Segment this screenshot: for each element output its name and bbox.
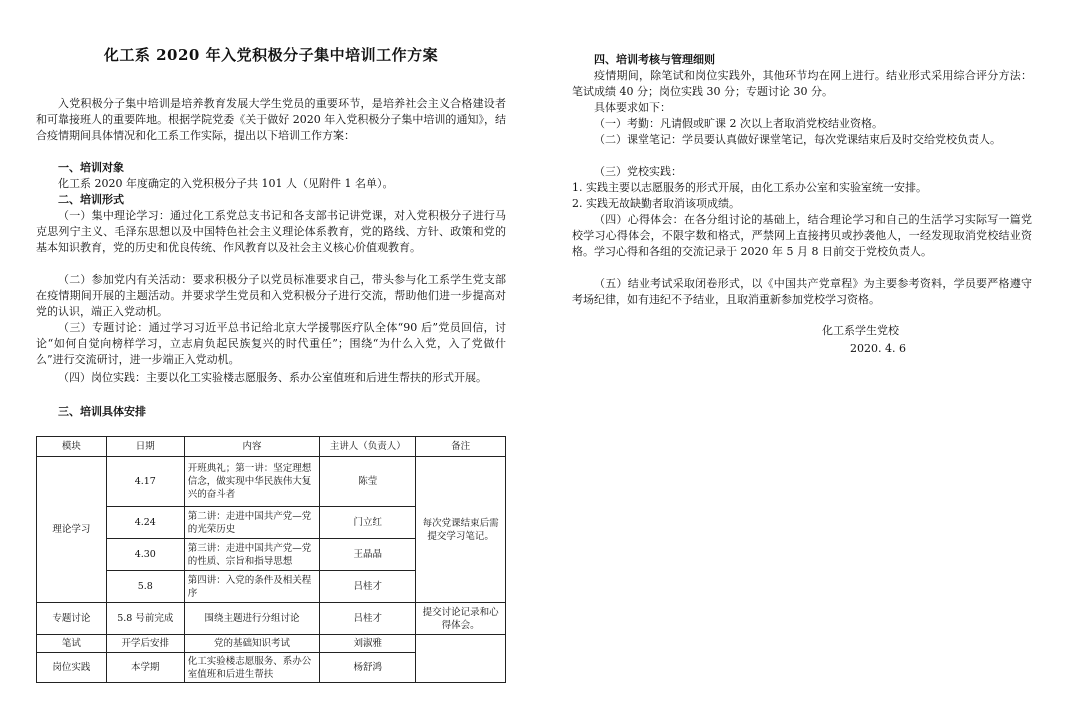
section-4-practice-2: 2. 实践无故缺勤者取消该项成绩。 — [572, 197, 740, 210]
section-4-practice-1: 1. 实践主要以志愿服务的形式开展，由化工系办公室和实验室统一安排。 — [572, 181, 927, 194]
module-cell: 专题讨论 — [37, 603, 107, 635]
content-cell: 第二讲：走进中国共产党—党的光荣历史 — [184, 507, 320, 539]
header-note: 备注 — [416, 437, 506, 457]
section-4-item-attendance: （一）考勤：凡请假或旷课 2 次以上者取消党校结业资格。 — [594, 117, 883, 130]
section-1-body: 化工系 2020 年度确定的入党积极分子共 101 人（见附件 1 名单）。 — [58, 177, 394, 190]
section-2-item-1: （一）集中理论学习：通过化工系党总支书记和各支部书记讲党课，对入党积极分子进行马克思列宁主义、毛泽东思想以及中国特色社会主义理论体系教育，党的路线、方针、政策和党的基本知识教育，党的历史和优良传统、作风教育以及社会主义核心价值观教育。 — [36, 209, 506, 254]
module-cell: 理论学习 — [37, 457, 107, 603]
content-cell: 围绕主题进行分组讨论 — [184, 603, 320, 635]
section-2-heading: 二、培训形式 — [58, 193, 124, 206]
document-title: 化工系 2020 年入党积极分子集中培训工作方案 — [103, 46, 439, 64]
header-date: 日期 — [106, 437, 184, 457]
section-4-requirements: 具体要求如下： — [594, 101, 671, 114]
content-cell: 开班典礼；第一讲：坚定理想信念，做实现中华民族伟大复兴的奋斗者 — [184, 457, 320, 507]
date-cell: 5.8 — [106, 571, 184, 603]
table-header-row — [37, 437, 506, 457]
speaker-cell: 刘淑雅 — [320, 635, 416, 653]
speaker-cell: 杨舒鸿 — [320, 653, 416, 683]
date-cell: 4.24 — [106, 507, 184, 539]
note-cell: 提交讨论记录和心得体会。 — [416, 603, 506, 635]
speaker-cell: 王晶晶 — [320, 539, 416, 571]
section-1-heading: 一、培训对象 — [58, 161, 124, 174]
section-3-heading: 三、培训具体安排 — [58, 405, 146, 418]
content-cell: 化工实验楼志愿服务、系办公室值班和后进生帮扶 — [184, 653, 320, 683]
header-content: 内容 — [184, 437, 320, 457]
module-cell: 岗位实践 — [37, 653, 107, 683]
table-row — [37, 635, 506, 653]
speaker-cell: 陈莹 — [320, 457, 416, 507]
section-4-item-notes: （二）课堂笔记：学员要认真做好课堂笔记，每次党课结束后及时交给党校负责人。 — [594, 133, 1001, 146]
section-4-item-practice: （三）党校实践： — [594, 165, 682, 178]
date-cell: 4.17 — [106, 457, 184, 507]
date-cell: 本学期 — [106, 653, 184, 683]
speaker-cell: 吕桂才 — [320, 571, 416, 603]
note-cell: 每次党课结束后需提交学习笔记。 — [416, 457, 506, 603]
table-row — [37, 457, 506, 507]
content-cell: 第三讲：走进中国共产党—党的性质、宗旨和指导思想 — [184, 539, 320, 571]
speaker-cell: 吕桂才 — [320, 603, 416, 635]
section-4-heading: 四、培训考核与管理细则 — [594, 53, 715, 66]
section-2-item-3: （三）专题讨论：通过学习习近平总书记给北京大学援鄂医疗队全体“90 后”党员回信，讨论“如何自觉向榜样学习，立志肩负起民族复兴的时代重任”；围绕“为什么入党，入了党做什么”进行交流研讨，进一步端正入党动机。 — [36, 321, 506, 366]
section-2-item-2: （二）参加党内有关活动：要求积极分子以党员标准要求自己，带头参与化工系学生党支部在疫情期间开展的主题活动。并要求学生党员和入党积极分子进行交流，帮助他们进一步提高对党的认识，端正入党动机。 — [36, 273, 506, 318]
date-cell: 开学后安排 — [106, 635, 184, 653]
signature-org: 化工系学生党校 — [822, 324, 899, 337]
section-4-item-exam: （五）结业考试采取闭卷形式，以《中国共产党章程》为主要参考资料，学员要严格遵守考场纪律，如有违纪不予结业，且取消重新参加党校学习资格。 — [572, 277, 1032, 306]
content-cell: 党的基础知识考试 — [184, 635, 320, 653]
date-cell: 4.30 — [106, 539, 184, 571]
module-cell: 笔试 — [37, 635, 107, 653]
signature-date: 2020. 4. 6 — [850, 342, 906, 355]
intro-paragraph: 入党积极分子集中培训是培养教育发展大学生党员的重要环节，是培养社会主义合格建设者和可靠接班人的重要阵地。根据学院党委《关于做好 2020 年入党积极分子集中培训的通知》，结合疫情期间具体情况和化工系工作实际，提出以下培训工作方案： — [36, 97, 506, 142]
date-cell: 5.8 号前完成 — [106, 603, 184, 635]
section-4-intro: 疫情期间，除笔试和岗位实践外，其他环节均在网上进行。结业形式采用综合评分方法：笔试成绩 40 分；岗位实践 30 分；专题讨论 30 分。 — [572, 69, 1032, 98]
header-module: 模块 — [37, 437, 107, 457]
table-row — [37, 603, 506, 635]
header-speaker: 主讲人（负责人） — [320, 437, 416, 457]
section-2-item-4: （四）岗位实践：主要以化工实验楼志愿服务、系办公室值班和后进生帮扶的形式开展。 — [58, 371, 487, 384]
content-cell: 第四讲：入党的条件及相关程序 — [184, 571, 320, 603]
note-cell — [416, 635, 506, 683]
schedule-table — [36, 436, 506, 683]
section-4-item-reflection: （四）心得体会：在各分组讨论的基础上，结合理论学习和自己的生活学习实际写一篇党校学习心得体会，不限字数和格式，严禁网上直接拷贝或抄袭他人，一经发现取消党校结业资格。学习心得和各组的交流记录于 2020 年 5 月 8 日前交于党校负责人。 — [572, 213, 1032, 258]
speaker-cell: 门立红 — [320, 507, 416, 539]
